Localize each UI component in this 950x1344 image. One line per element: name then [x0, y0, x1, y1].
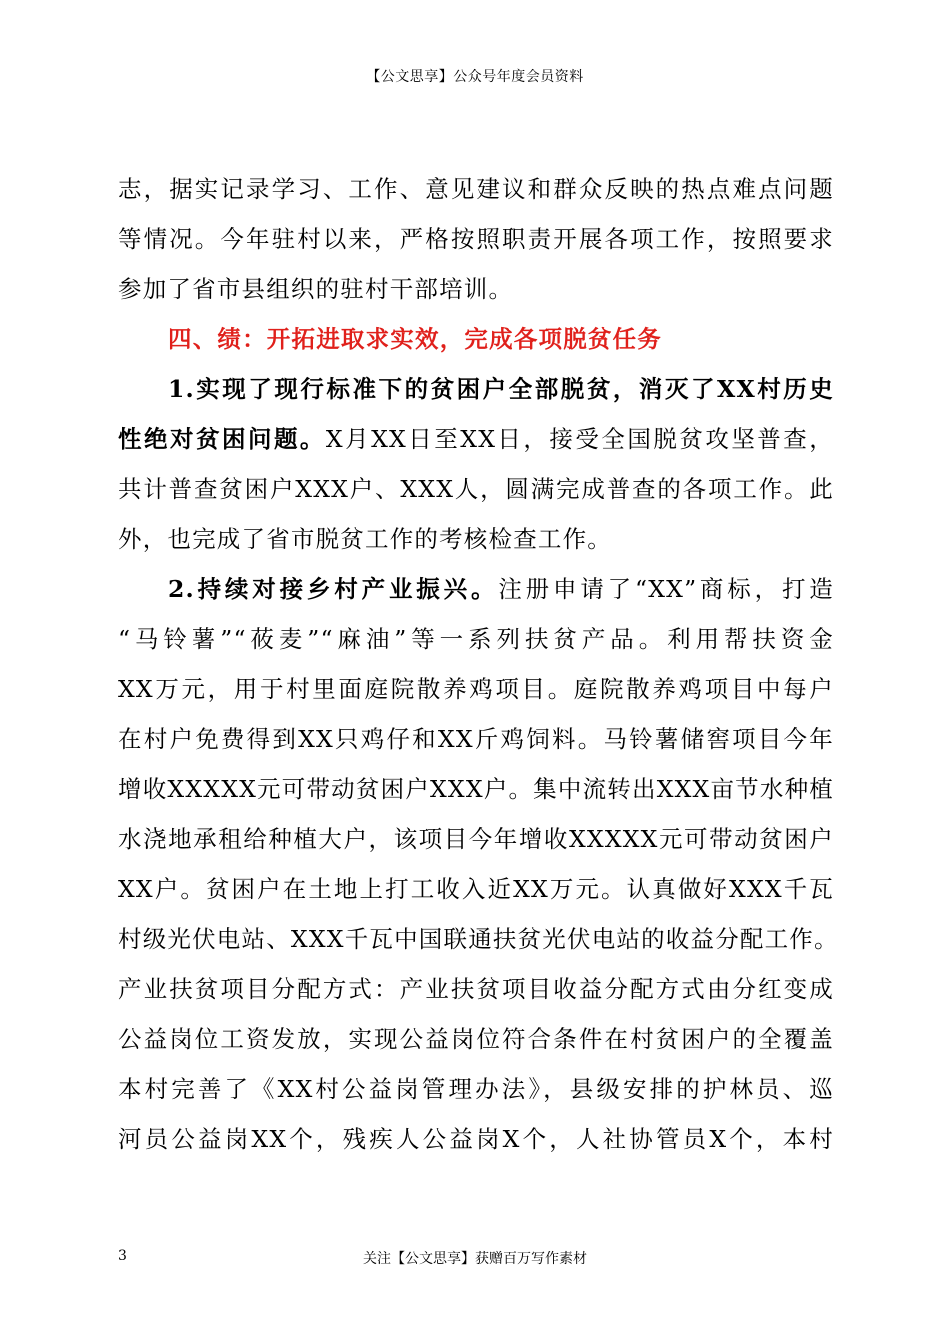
section-heading: 四、绩：开拓进取求实效，完成各项脱贫任务	[168, 325, 662, 353]
body-line: 性绝对贫困问题。X月XX日至XX日，接受全国脱贫攻坚普查，	[118, 425, 834, 453]
body-line: XX万元，用于村里面庭院散养鸡项目。庭院散养鸡项目中每户	[118, 675, 834, 703]
body-line: 公益岗位工资发放，实现公益岗位符合条件在村贫困户的全覆盖	[118, 1025, 834, 1053]
body-line: 增收XXXXX元可带动贫困户XXX户。集中流转出XXX亩节水种植	[118, 775, 834, 803]
body-line: 共计普查贫困户XXX户、XXX人，圆满完成普查的各项工作。此	[118, 475, 834, 503]
page-header: 【公文思享】公众号年度会员资料	[366, 69, 584, 85]
page-number: 3	[118, 1248, 127, 1264]
body-line: 2.持续对接乡村产业振兴。注册申请了“XX”商标，打造	[168, 575, 834, 603]
body-line: “马铃薯”“莜麦”“麻油”等一系列扶贫产品。利用帮扶资金	[118, 625, 834, 653]
body-line: 本村完善了《XX村公益岗管理办法》，县级安排的护林员、巡	[118, 1075, 834, 1103]
body-line: 在村户免费得到XX只鸡仔和XX斤鸡饲料。马铃薯储窖项目今年	[118, 725, 834, 753]
body-line: XX户。贫困户在土地上打工收入近XX万元。认真做好XXX千瓦	[118, 875, 834, 903]
body-line: 河员公益岗XX个，残疾人公益岗X个，人社协管员X个，本村	[118, 1125, 834, 1153]
body-line: 村级光伏电站、XXX千瓦中国联通扶贫光伏电站的收益分配工作。	[118, 925, 839, 953]
body-line: 水浇地承租给种植大户，该项目今年增收XXXXX元可带动贫困户	[118, 825, 834, 853]
body-line: 产业扶贫项目分配方式：产业扶贫项目收益分配方式由分红变成	[118, 975, 834, 1003]
body-line: 等情况。今年驻村以来，严格按照职责开展各项工作，按照要求	[118, 225, 834, 253]
body-line: 志，据实记录学习、工作、意见建议和群众反映的热点难点问题	[118, 175, 834, 203]
body-line: 参加了省市县组织的驻村干部培训。	[118, 275, 514, 303]
body-line: 外，也完成了省市脱贫工作的考核检查工作。	[118, 525, 612, 553]
page-footer: 关注【公文思享】获赠百万写作素材	[363, 1251, 587, 1267]
body-line: 1.实现了现行标准下的贫困户全部脱贫，消灭了XX村历史	[168, 375, 834, 403]
